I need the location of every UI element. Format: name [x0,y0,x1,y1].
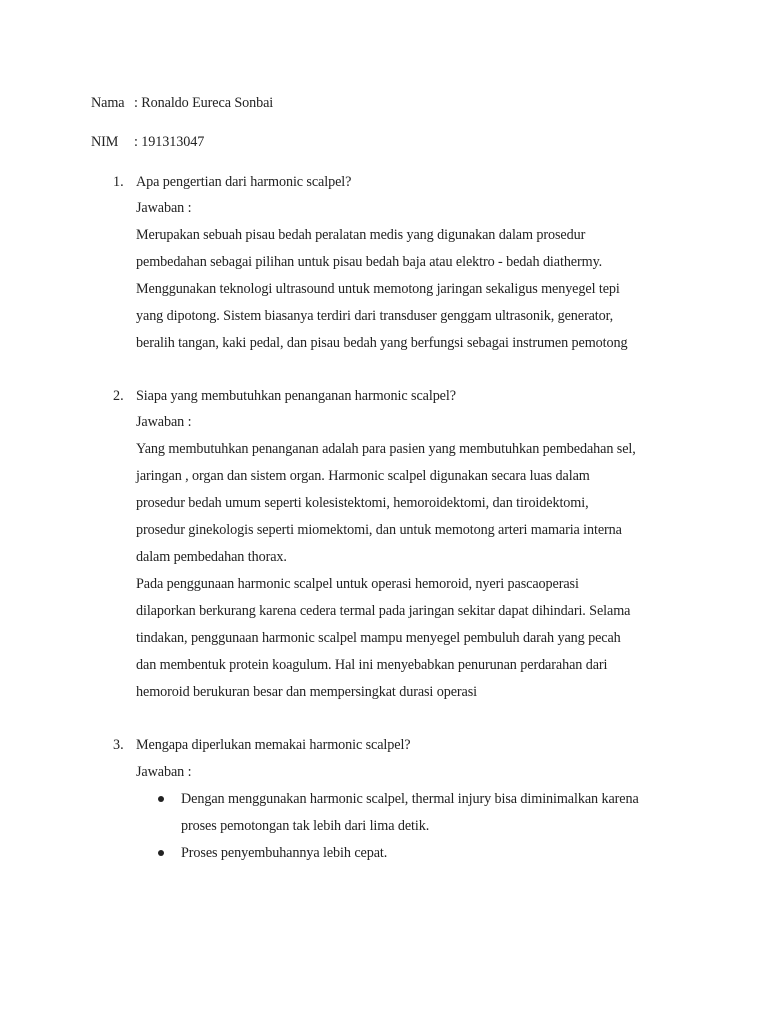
answer-line: dilaporkan berkurang karena cedera termal pada jaringan sekitar dapat dihindari. Selama [136,603,631,619]
answer-line: Yang membutuhkan penanganan adalah para pasien yang membutuhkan pembedahan sel, [136,441,636,457]
nim-value: : 191313047 [134,134,205,150]
answer-line: dan membentuk protein koagulum. Hal ini menyebabkan penurunan perdarahan dari [136,657,608,673]
question-1-text: Apa pengertian dari harmonic scalpel? [136,174,352,190]
answer-line: dalam pembedahan thorax. [136,549,287,565]
nim-label: NIM [91,134,119,150]
question-2-number: 2. [113,388,124,404]
answer-line: Pada penggunaan harmonic scalpel untuk operasi hemoroid, nyeri pascaoperasi [136,576,579,592]
question-1-answer-label: Jawaban : [136,200,192,216]
bullet-icon [158,850,164,856]
question-1-number: 1. [113,174,124,190]
answer-line: yang dipotong. Sistem biasanya terdiri dari transduser genggam ultrasonik, generator, [136,308,614,324]
answer-line: pembedahan sebagai pilihan untuk pisau bedah baja atau elektro - bedah diathermy. [136,254,603,270]
answer-line: jaringan , organ dan sistem organ. Harmonic scalpel digunakan secara luas dalam [136,468,590,484]
question-3-answer-label: Jawaban : [136,764,192,780]
bullet-icon [158,796,164,802]
bullet-line: Dengan menggunakan harmonic scalpel, thermal injury bisa diminimalkan karena [181,791,639,807]
name-label: Nama [91,95,125,111]
answer-line: beralih tangan, kaki pedal, dan pisau bedah yang berfungsi sebagai instrumen pemotong [136,335,628,351]
question-3-number: 3. [113,737,124,753]
answer-line: prosedur ginekologis seperti miomektomi, dan untuk memotong arteri mamaria interna [136,522,622,538]
question-3-text: Mengapa diperlukan memakai harmonic scalpel? [136,737,411,753]
question-2-answer-label: Jawaban : [136,414,192,430]
name-value: : Ronaldo Eureca Sonbai [134,95,274,111]
bullet-line: Proses penyembuhannya lebih cepat. [181,845,388,861]
question-2-text: Siapa yang membutuhkan penanganan harmonic scalpel? [136,388,456,404]
answer-line: Merupakan sebuah pisau bedah peralatan medis yang digunakan dalam prosedur [136,227,586,243]
answer-line: Menggunakan teknologi ultrasound untuk memotong jaringan sekaligus menyegel tepi [136,281,620,297]
bullet-line: proses pemotongan tak lebih dari lima detik. [181,818,430,834]
answer-line: hemoroid berukuran besar dan mempersingkat durasi operasi [136,684,477,700]
answer-line: tindakan, penggunaan harmonic scalpel mampu menyegel pembuluh darah yang pecah [136,630,621,646]
answer-line: prosedur bedah umum seperti kolesistektomi, hemoroidektomi, dan tiroidektomi, [136,495,589,511]
